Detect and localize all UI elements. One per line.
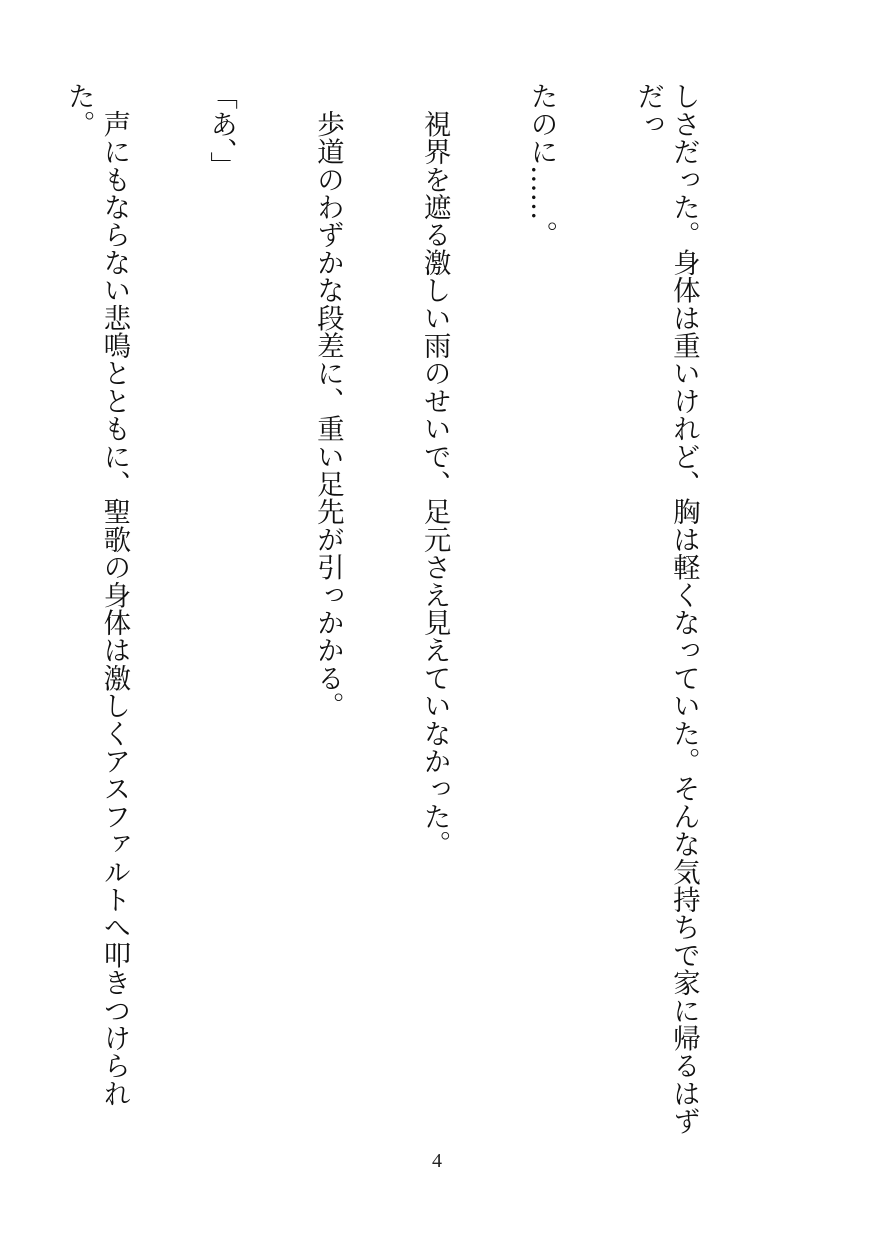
text-line: たのに……。 (525, 82, 558, 249)
vertical-text-body (0, 82, 772, 1162)
text-line: 視界を遮る激しい雨のせいで、足元さえ見えていなかった。 (418, 82, 451, 858)
text-line: しさだった。身体は重いけれど、胸は軽くなっていた。そんな気持ちで家に帰るはずだっ (632, 82, 700, 1135)
text-line: 「あ、」 (205, 82, 238, 180)
text-line: 声にもならない悲鳴とともに、聖歌の身体は激しくアスファルトへ叩きつけられた。 (62, 82, 131, 1107)
text-line: 歩道のわずかな段差に、重い足先が引っかかる。 (311, 82, 344, 720)
page-number: 4 (432, 1150, 442, 1172)
